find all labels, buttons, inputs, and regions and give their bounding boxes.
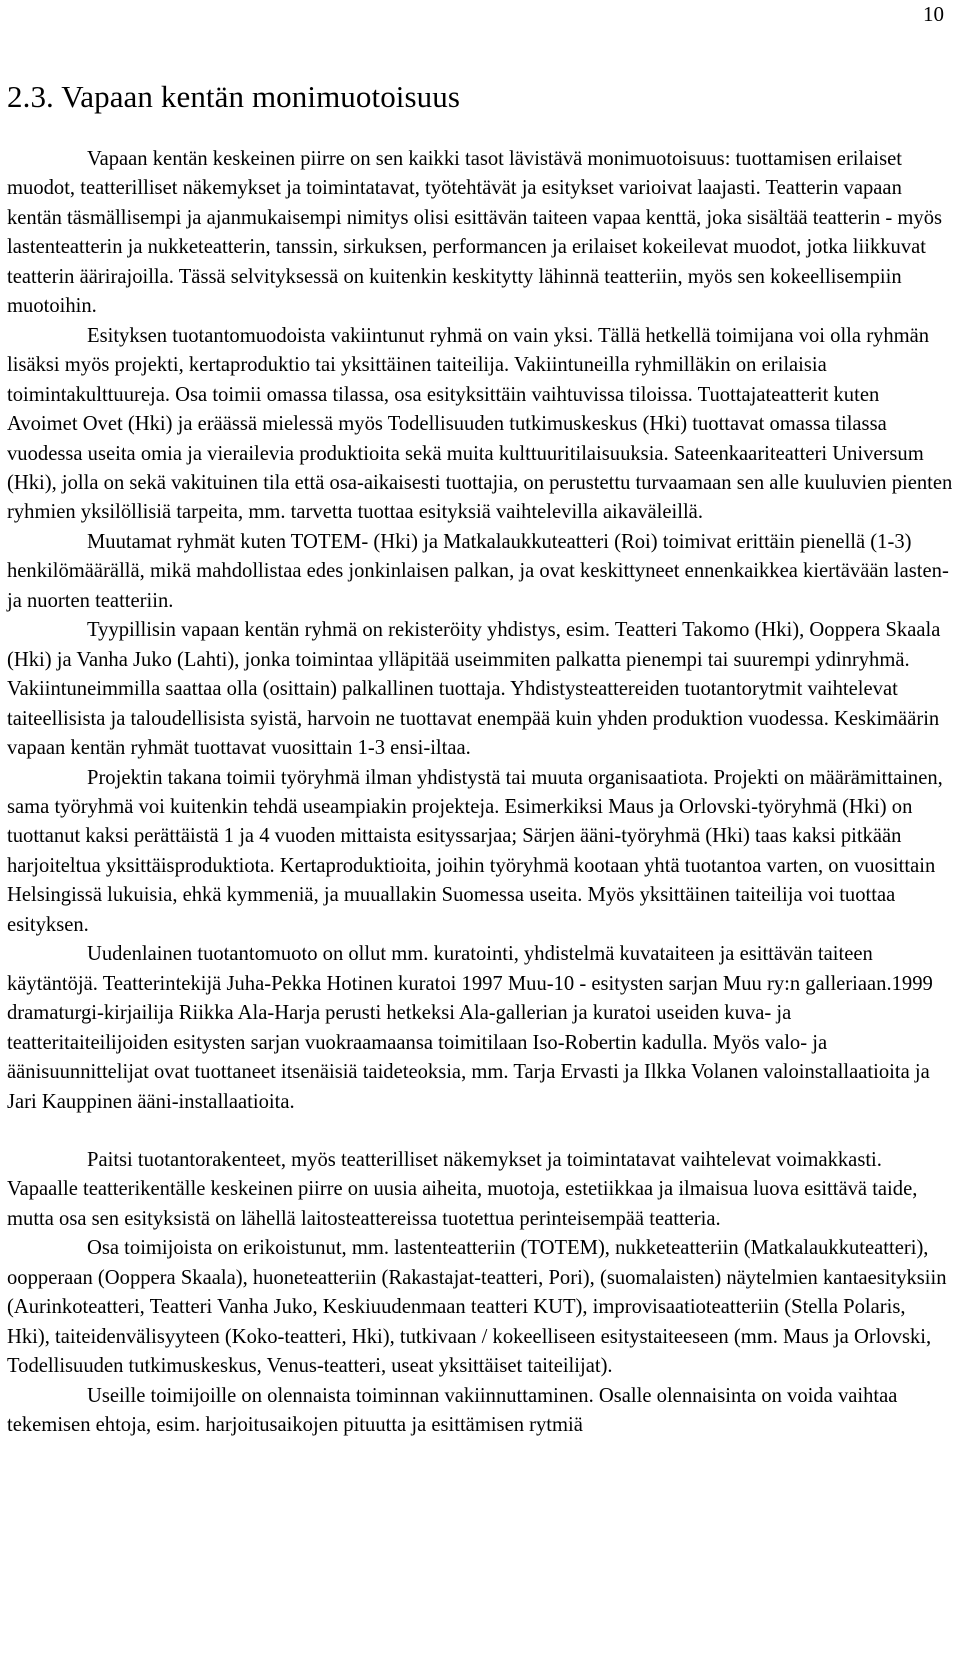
paragraph: Esityksen tuotantomuodoista vakiintunut ryhmä on vain yksi. Tällä hetkellä toimijana voi olla ryhmän lisäksi myös projekti, kertaproduktio tai yksittäinen taiteilija. Vakiintuneilla ryhmilläkin on erilaisia toimintakulttuureja. Osa toimii omassa tilassa, osa esityksittäin vaihtuvissa tiloissa. Tuottajateatterit kuten Avoimet Ovet (Hki) ja eräässä mielessä myös Todellisuuden tutkimuskeskus (Hki) tuottavat omassa tilassa vuodessa useita omia ja vierailevia produktioita sekä muita kulttuuritilaisuuksia. Sateenkaariteatteri Universum (Hki), jolla on sekä vakituinen tila että osa-aikaisesti tuottajia, on perustettu turvaamaan sen alle kuuluvien pienten ryhmien yksilöllisiä tarpeita, mm. tarvetta tuottaa esityksiä vaihtelevilla aikaväleillä.: [7, 324, 953, 524]
paragraph: Tyypillisin vapaan kentän ryhmä on rekisteröity yhdistys, esim. Teatteri Takomo (Hki), Ooppera Skaala (Hki) ja Vanha Juko (Lahti), jonka toimintaa ylläpitää useimmiten palkatta pienempi tai suurempi ydinryhmä. Vakiintuneimmilla saattaa olla (osittain) palkallinen tuottaja. Yhdistysteattereiden tuotantorytmit vaihtelevat taiteellisista ja taloudellisista syistä, harvoin ne tuottavat enempää kuin yhden produktion vuodessa. Keskimäärin vapaan kentän ryhmät tuottavat vuosittain 1-3 ensi-iltaa.: [7, 619, 941, 760]
paragraph: Paitsi tuotantorakenteet, myös teatterilliset näkemykset ja toimintatavat vaihtelevat voimakkasti. Vapaalle teatterikentälle keskeinen piirre on uusia aiheita, muotoja, estetiikkaa ja ilmaisua luova esittävä taide, mutta osa sen esityksistä on lähellä laitosteattereissa tuotettua perinteisempää teatteria.: [7, 1148, 918, 1230]
page-number: 10: [923, 2, 944, 26]
paragraph: Projektin takana toimii työryhmä ilman yhdistystä tai muuta organisaatiota. Projekti on määrämittainen, sama työryhmä voi kuitenkin tehdä useampiakin projekteja. Esimerkiksi Maus ja Orlovski-työryhmä (Hki) on tuottanut kaksi perättäistä 1 ja 4 vuoden mittaista esityssarjaa; Särjen ääni-työryhmä (Hki) taas kaksi pitkään harjoiteltua yksittäisproduktiota. Kertaproduktioita, joihin työryhmä kootaan yhtä tuotantoa varten, on vuosittain Helsingissä lukuisia, ehkä kymmeniä, ja muuallakin Suomessa useita. Myös yksittäinen taiteilija voi tuottaa esityksen.: [7, 766, 943, 936]
paragraph: Uudenlainen tuotantomuoto on ollut mm. kuratointi, yhdistelmä kuvataiteen ja esittävän taiteen käytäntöjä. Teatterintekijä Juha-Pekka Hotinen kuratoi 1997 Muu-10 - esitysten sarjan Muu ry:n galleriaan.1999 dramaturgi-kirjailija Riikka Ala-Harja perusti hetkeksi Ala-gallerian ja kuratoi useiden kuva- ja teatteritaiteilijoiden esitysten sarjan vuokraamaansa toimitilaan Iso-Robertin kadulla. Myös valo- ja äänisuunnittelijat ovat tuottaneet itsenäisiä taideteoksia, mm. Tarja Ervasti ja Ilkka Volanen valoinstallaatioita ja Jari Kauppinen ääni-installaatioita.: [7, 943, 933, 1113]
section-title: 2.3. Vapaan kentän monimuotoisuus: [7, 79, 461, 114]
paragraph: Muutamat ryhmät kuten TOTEM- (Hki) ja Matkalaukkuteatteri (Roi) toimivat erittäin pienellä (1-3) henkilömäärällä, mikä mahdollistaa edes jonkinlaisen palkan, ja ovat keskittyneet ennenkaikkea kiertävään lasten- ja nuorten teatteriin.: [7, 530, 949, 612]
paragraph: Useille toimijoille on olennaista toiminnan vakiinnuttaminen. Osalle olennaisinta on voida vaihtaa tekemisen ehtoja, esim. harjoitusaikojen pituutta ja esittämisen rytmiä: [7, 1384, 898, 1437]
body-text: [7, 145, 953, 1440]
paragraph: Osa toimijoista on erikoistunut, mm. lastenteatteriin (TOTEM), nukketeatteriin (Matkalaukkuteatteri), oopperaan (Ooppera Skaala), huoneteatteriin (Rakastajat-teatteri, Pori), (suomalaisten) näytelmien kantaesityksiin (Aurinkoteatteri, Teatteri Vanha Juko, Keskiuudenmaan teatteri KUT), improvisaatioteatteriin (Stella Polaris, Hki), taiteidenvälisyyteen (Koko-teatteri, Hki), tutkivaan / kokeelliseen esitystaiteeseen (mm. Maus ja Orlovski, Todellisuuden tutkimuskeskus, Venus-teatteri, useat yksittäiset taiteilijat).: [7, 1237, 947, 1378]
paragraph: Vapaan kentän keskeinen piirre on sen kaikki tasot lävistävä monimuotoisuus: tuottamisen erilaiset muodot, teatterilliset näkemykset ja toimintatavat, työtehtävät ja esitykset varioivat laajasti. Teatterin vapaan kentän täsmällisempi ja ajanmukaisempi nimitys olisi esittävän taiteen vapaa kenttä, joka sisältää teatterin - myös lastenteatterin ja nukketeatterin, tanssin, sirkuksen, performancen ja erilaiset kokeilevat muodot, jotka liikkuvat teatterin äärirajoilla. Tässä selvityksessä on kuitenkin keskitytty lähinnä teatteriin, myös sen kokeellisempiin muotoihin.: [7, 148, 943, 318]
